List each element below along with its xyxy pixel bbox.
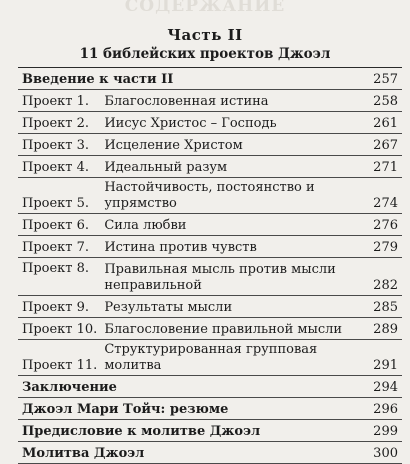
project-number: Проект 9. — [18, 296, 100, 318]
project-page: 282 — [347, 258, 402, 296]
toc-row-prayer-preface — [18, 420, 402, 442]
project-title: Благословенная истина — [100, 90, 347, 112]
toc-row-project-5 — [18, 178, 402, 214]
project-title: Иисус Христос – Господь — [100, 112, 347, 134]
toc-row-project-9 — [18, 296, 402, 318]
toc-intro-page: 257 — [347, 68, 402, 90]
section-title: Джоэл Мари Тойч: резюме — [18, 398, 347, 420]
project-title-line-2: неправильной — [104, 278, 202, 293]
project-page: 274 — [347, 178, 402, 214]
part-subtitle: 11 библейских проектов Джоэл — [79, 46, 331, 62]
project-page: 276 — [347, 214, 402, 236]
project-number: Проект 3. — [18, 134, 100, 156]
toc-row-project-6 — [18, 214, 402, 236]
toc-row-project-2 — [18, 112, 402, 134]
section-title: Предисловие к молитве Джоэл — [18, 420, 347, 442]
project-number: Проект 2. — [18, 112, 100, 134]
part-title: Часть II — [167, 26, 243, 44]
toc-row-project-7 — [18, 236, 402, 258]
toc-row-project-4 — [18, 156, 402, 178]
project-number: Проект 5. — [18, 178, 100, 214]
toc-intro-title: Введение к части II — [18, 68, 347, 90]
project-title: Благословение правильной мысли — [100, 318, 347, 340]
toc-row-project-3 — [18, 134, 402, 156]
project-number: Проект 6. — [18, 214, 100, 236]
toc-row-project-10 — [18, 318, 402, 340]
project-page: 271 — [347, 156, 402, 178]
section-title: Молитва Джоэл — [18, 442, 347, 464]
project-page: 258 — [347, 90, 402, 112]
toc-row-project-8 — [18, 258, 402, 296]
section-page: 296 — [347, 398, 402, 420]
toc-row-intro — [18, 68, 402, 90]
project-title: Идеальный разум — [100, 156, 347, 178]
section-title: Заключение — [18, 376, 347, 398]
toc-row-conclusion — [18, 376, 402, 398]
toc-row-resume — [18, 398, 402, 420]
toc-row-project-11 — [18, 340, 402, 376]
section-page: 294 — [347, 376, 402, 398]
toc-row-prayer — [18, 442, 402, 464]
project-title: Структурированная групповая молитва — [100, 340, 347, 376]
project-page: 261 — [347, 112, 402, 134]
project-title: Результаты мысли — [100, 296, 347, 318]
project-number: Проект 1. — [18, 90, 100, 112]
table-of-contents — [18, 67, 402, 464]
project-number: Проект 4. — [18, 156, 100, 178]
section-page: 300 — [347, 442, 402, 464]
toc-row-project-1 — [18, 90, 402, 112]
project-number: Проект 7. — [18, 236, 100, 258]
project-page: 291 — [347, 340, 402, 376]
project-page: 289 — [347, 318, 402, 340]
project-number: Проект 8. — [18, 258, 100, 296]
project-title: Исцеление Христом — [100, 134, 347, 156]
project-number: Проект 11. — [18, 340, 100, 376]
project-title-line-1: Правильная мысль против мысли — [104, 262, 336, 277]
project-page: 285 — [347, 296, 402, 318]
bleed-through-heading: СОДЕРЖАНИЕ — [124, 0, 286, 16]
section-page: 299 — [347, 420, 402, 442]
project-title: Настойчивость, постоянство и упрямство — [100, 178, 347, 214]
project-title: Истина против чувств — [100, 236, 347, 258]
project-title: Сила любви — [100, 214, 347, 236]
project-number: Проект 10. — [18, 318, 100, 340]
project-page: 267 — [347, 134, 402, 156]
project-page: 279 — [347, 236, 402, 258]
project-title — [100, 258, 347, 296]
